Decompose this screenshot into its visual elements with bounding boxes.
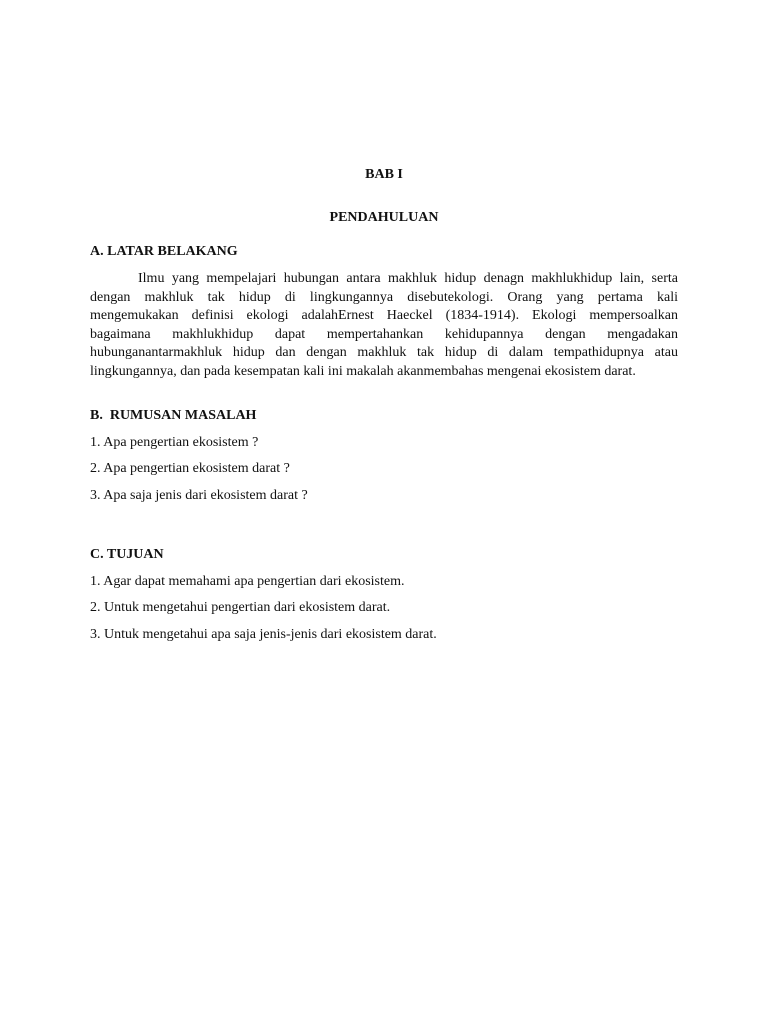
list-item: 3. Apa saja jenis dari ekosistem darat ?: [90, 488, 308, 503]
paragraph-line: mengemukakan definisi ekologi adalahErnest Haeckel (1834-1914). Ekologi mempersoalkan: [90, 308, 678, 324]
paragraph-line: dengan makhluk tak hidup di lingkungannya disebutekologi. Orang yang pertama kali: [90, 289, 678, 305]
background-paragraph: [90, 270, 678, 382]
list-item: 1. Agar dapat memahami apa pengertian dari ekosistem.: [90, 574, 405, 589]
section-c-heading: C. TUJUAN: [90, 547, 164, 562]
paragraph-line: lingkungannya, dan pada kesempatan kali ini makalah akanmembahas mengenai ekosistem darat.: [90, 363, 636, 379]
paragraph-line: bagaimana makhlukhidup dapat mempertahankan kehidupannya dengan mengadakan: [90, 326, 678, 342]
chapter-number: BAB I: [365, 167, 403, 182]
section-b-heading: B. RUMUSAN MASALAH: [90, 408, 257, 423]
list-item: 2. Apa pengertian ekosistem darat ?: [90, 461, 290, 476]
paragraph-line: hubunganantarmakhluk hidup dan dengan makhluk tak hidup di dalam tempathidupnya atau: [90, 345, 678, 361]
list-item: 3. Untuk mengetahui apa saja jenis-jenis dari ekosistem darat.: [90, 627, 437, 642]
list-item: 2. Untuk mengetahui pengertian dari ekosistem darat.: [90, 600, 391, 615]
paragraph-line: Ilmu yang mempelajari hubungan antara makhluk hidup denagn makhlukhidup lain, serta: [138, 271, 678, 286]
chapter-title: PENDAHULUAN: [329, 210, 439, 225]
section-a-heading: A. LATAR BELAKANG: [90, 244, 238, 259]
list-item: 1. Apa pengertian ekosistem ?: [90, 435, 259, 450]
